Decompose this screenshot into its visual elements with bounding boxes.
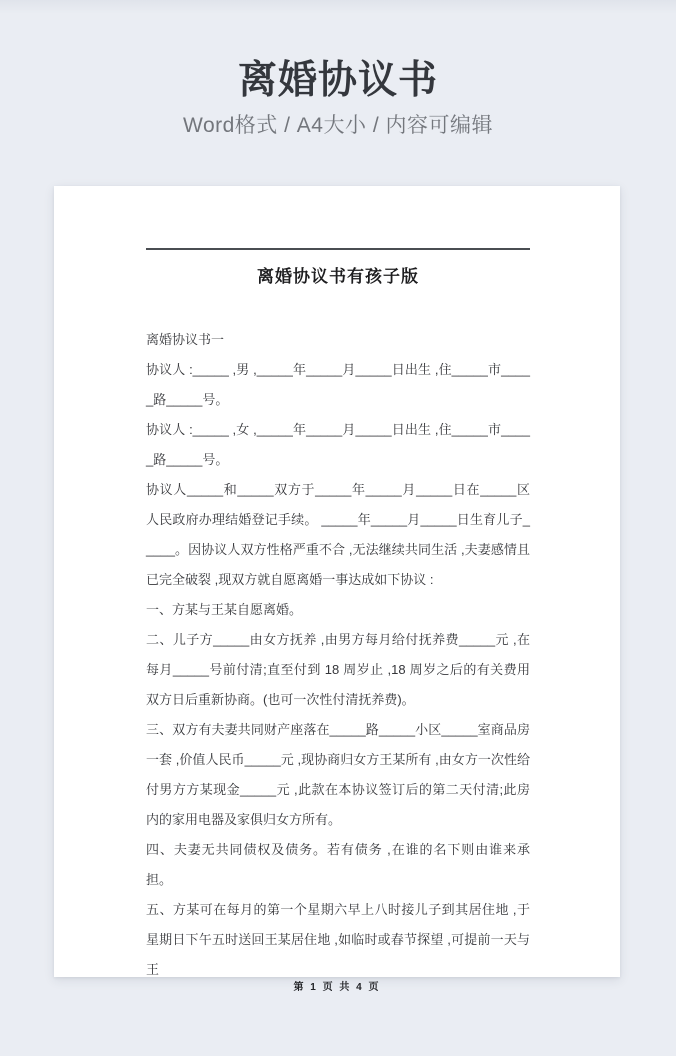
paragraph-clause-5: 五、方某可在每月的第一个星期六早上八时接儿子到其居住地 ,于星期日下午五时送回王某居住地 ,如临时或春节探望 ,可提前一天与王	[146, 902, 530, 977]
paragraph-clause-2: 二、儿子方_____由女方抚养 ,由男方每月给付抚养费_____元 ,在每月_____号前付清;直至付到 18 周岁止 ,18 周岁之后的有关费用双方日后重新协商。(也可一次性付清抚养费)。	[146, 632, 530, 707]
document-page-content	[54, 248, 620, 1039]
page-number: 第 1 页 共 4 页	[293, 982, 381, 993]
paragraph-preamble: 协议人_____和_____双方于_____年_____月_____日在_____区人民政府办理结婚登记手续。 _____年_____月_____日生育儿子_____。因协议人双方性格严重不合 ,无法继续共同生活 ,夫妻感情且已完全破裂 ,现双方就自愿离婚一事达成如下协议 :	[146, 482, 530, 587]
paragraph-clause-3: 三、双方有夫妻共同财产座落在_____路_____小区_____室商品房一套 ,价值人民币_____元 ,现协商归女方王某所有 ,由女方一次性给付男方方某现金_____元 ,此款在本协议签订后的第二天付清;此房内的家用电器及家俱归女方所有。	[146, 722, 530, 827]
document-body	[146, 325, 530, 985]
template-subtitle: Word格式 / A4大小 / 内容可编辑	[183, 114, 493, 137]
paragraph-clause-4: 四、夫妻无共同债权及债务。若有债务 ,在谁的名下则由谁来承担。	[146, 842, 530, 887]
paragraph-clause-1: 一、方某与王某自愿离婚。	[146, 602, 303, 617]
paragraph-heading: 离婚协议书一	[146, 332, 225, 347]
document-title: 离婚协议书有孩子版	[257, 267, 419, 286]
header-rule	[146, 248, 530, 250]
document-page	[54, 186, 620, 993]
paragraph-party-female: 协议人 :_____ ,女 ,_____年_____月_____日出生 ,住_____市_____路_____号。	[146, 422, 530, 467]
template-title: 离婚协议书	[237, 59, 438, 102]
paragraph-party-male: 协议人 :_____ ,男 ,_____年_____月_____日出生 ,住_____市_____路_____号。	[146, 362, 530, 407]
template-header	[0, 57, 676, 139]
